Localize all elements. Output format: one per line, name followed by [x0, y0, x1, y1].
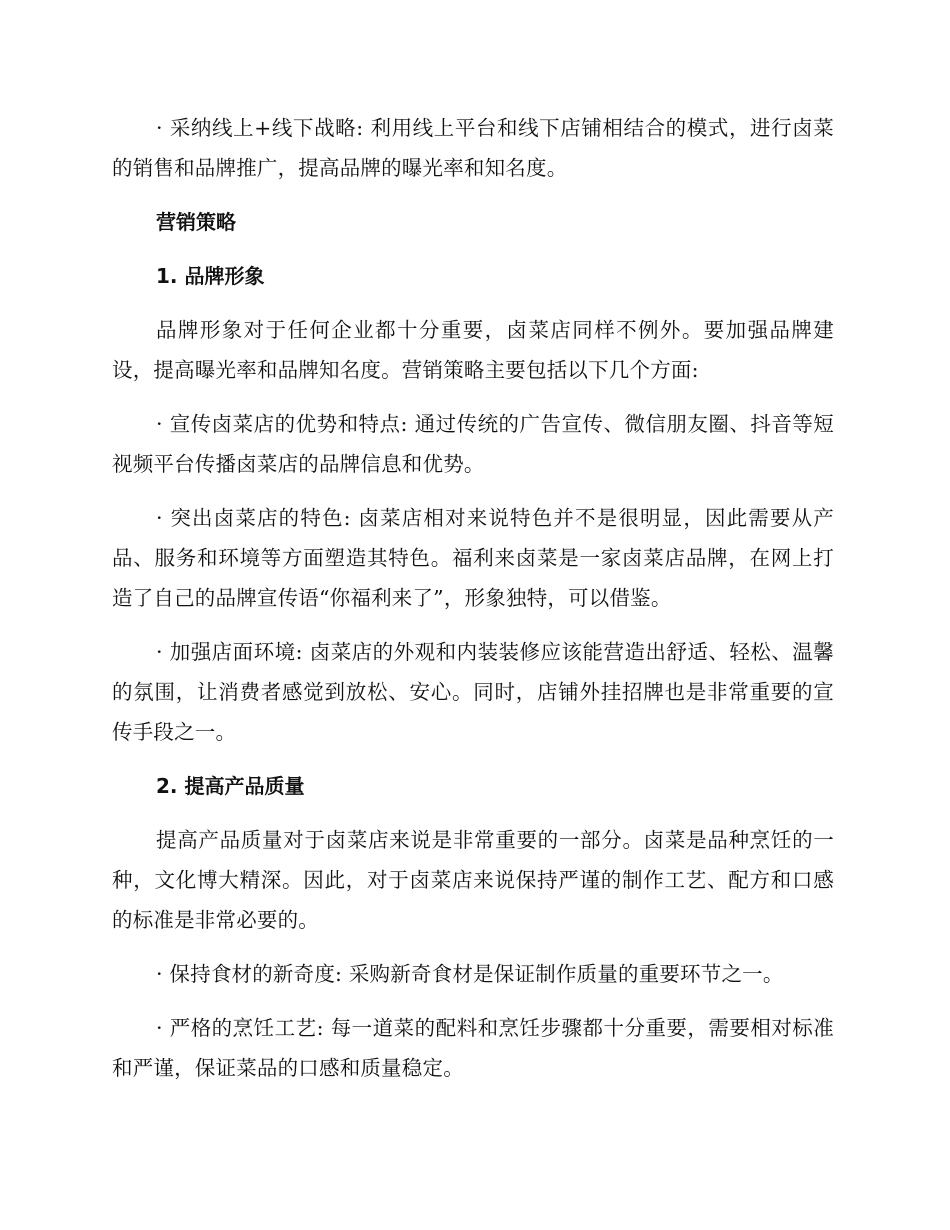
subheading-product-quality: 2. 提高产品质量 [156, 774, 305, 798]
bullet-store-environment: · 加强店面环境: 卤菜店的外观和内装装修应该能营造出舒适、轻松、温馨的氛围，让消费者感觉到放松、安心。同时，店铺外挂招牌也是非常重要的宣传手段之一。 [112, 640, 834, 744]
paragraph-brand-image: 品牌形象对于任何企业都十分重要，卤菜店同样不例外。要加强品牌建设，提高曝光率和品牌知名度。营销策略主要包括以下几个方面: [112, 318, 834, 382]
bullet-online-offline-strategy: · 采纳线上+线下战略: 利用线上平台和线下店铺相结合的模式，进行卤菜的销售和品牌推广，提高品牌的曝光率和知名度。 [112, 116, 834, 180]
subheading-brand-image: 1. 品牌形象 [156, 264, 265, 288]
section-heading-marketing-strategy: 营销策略 [156, 210, 236, 234]
bullet-cooking-process: · 严格的烹饪工艺: 每一道菜的配料和烹饪步骤都十分重要，需要相对标准和严谨，保证菜品的口感和质量稳定。 [112, 1016, 834, 1080]
bullet-promote-advantages: · 宣传卤菜店的优势和特点: 通过传统的广告宣传、微信朋友圈、抖音等短视频平台传播卤菜店的品牌信息和优势。 [112, 412, 834, 476]
paragraph-product-quality: 提高产品质量对于卤菜店来说是非常重要的一部分。卤菜是品种烹饪的一种，文化博大精深。因此，对于卤菜店来说保持严谨的制作工艺、配方和口感的标准是非常必要的。 [112, 828, 834, 932]
document-body [112, 108, 834, 1102]
bullet-ingredient-novelty: · 保持食材的新奇度: 采购新奇食材是保证制作质量的重要环节之一。 [156, 962, 784, 986]
bullet-highlight-features: · 突出卤菜店的特色: 卤菜店相对来说特色并不是很明显，因此需要从产品、服务和环境等方面塑造其特色。福利来卤菜是一家卤菜店品牌，在网上打造了自己的品牌宣传语“你福利来了”，形象独特，可以借鉴。 [112, 506, 834, 610]
